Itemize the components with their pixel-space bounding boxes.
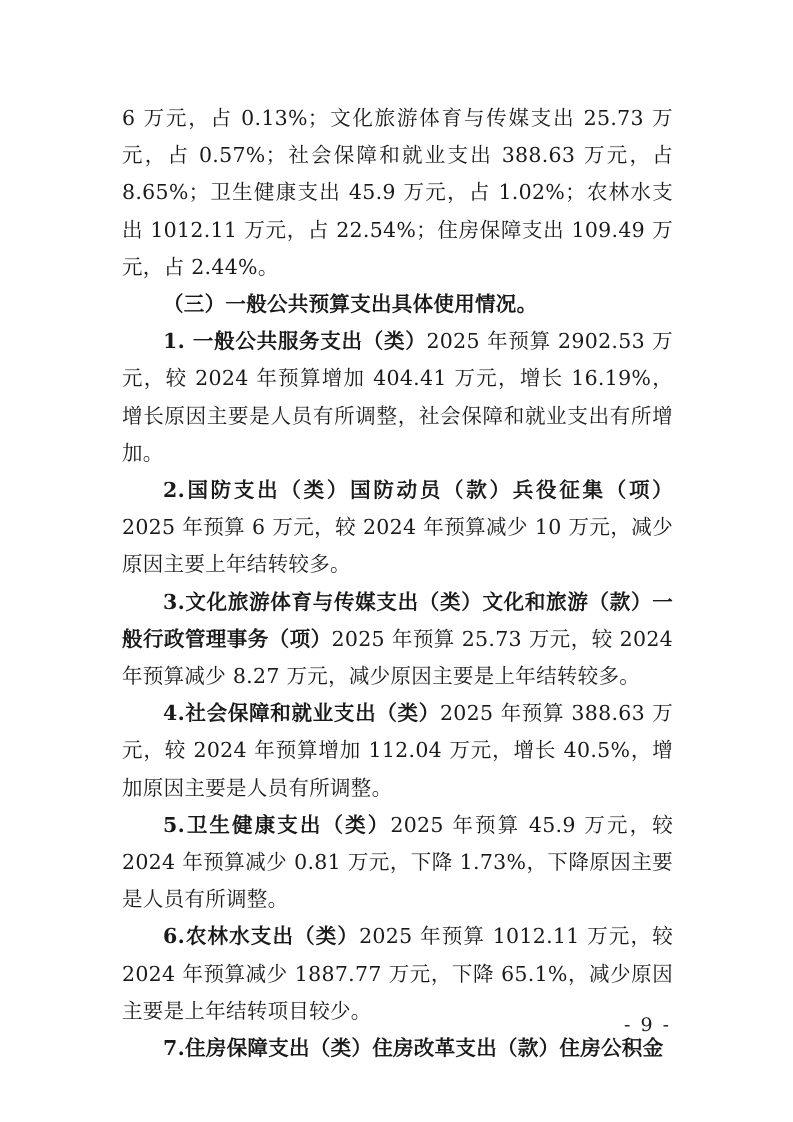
item-body: 2025 年预算 1012.11 万元，较 2024 年预算减少 1887.77 万元，下降 65.1%，减少原因主要是上年结转项目较少。 bbox=[122, 924, 674, 1023]
item-heading: 1. 一般公共服务支出（类） bbox=[163, 329, 427, 354]
section-heading-text: （三）一般公共预算支出具体使用情况。 bbox=[163, 292, 538, 317]
item-body: 2025 年预算 25.73 万元，较 2024 年预算减少 8.27 万元，减少原因主要是上年结转较多。 bbox=[122, 626, 674, 689]
item-heading: 2.国防支出（类）国防动员（款）兵役征集（项） bbox=[163, 478, 673, 503]
item-heading: 7.住房保障支出（类）住房改革支出（款）住房公积金 bbox=[163, 1036, 664, 1061]
item-general-public-services bbox=[122, 323, 673, 472]
item-heading: 3.文化旅游体育与传媒支出（类）文化和旅游（款）一般行政管理事务（项） bbox=[122, 589, 673, 651]
page-body bbox=[122, 100, 673, 1067]
item-heading: 5.卫生健康支出（类） bbox=[163, 812, 391, 837]
item-body: 2025 年预算 45.9 万元，较 2024 年预算减少 0.81 万元，下降 1.73%，下降原因主要是人员有所调整。 bbox=[122, 812, 673, 912]
item-heading: 6.农林水支出（类） bbox=[163, 924, 360, 949]
item-body: 2025 年预算 6 万元，较 2024 年预算减少 10 万元，减少原因主要上年结转较多。 bbox=[122, 515, 673, 577]
item-body: 2025 年预算 2902.53 万元，较 2024 年预算增加 404.41 万元，增长 16.19%，增长原因主要是人员有所调整，社会保障和就业支出有所增加。 bbox=[122, 329, 673, 465]
item-culture-tourism bbox=[122, 584, 673, 696]
item-heading: 4.社会保障和就业支出（类） bbox=[163, 701, 440, 726]
item-agriculture bbox=[122, 918, 673, 1030]
item-housing bbox=[122, 1030, 673, 1067]
section-heading bbox=[122, 286, 673, 323]
item-body: 2025 年预算 388.63 万元，较 2024 年预算增加 112.04 万元，增长 40.5%，增加原因主要是人员有所调整。 bbox=[122, 701, 673, 800]
paragraph-0-text: 6 万元，占 0.13%；文化旅游体育与传媒支出 25.73 万元，占 0.57%；社会保障和就业支出 388.63 万元，占 8.65%；卫生健康支出 45.9 万元，占 1.02%；农林水支出 1012.11 万元，占 22.54%；住房保障支出 109.49 万元，占 2.44%。 bbox=[122, 106, 673, 279]
item-health bbox=[122, 807, 673, 919]
item-social-security bbox=[122, 695, 673, 807]
paragraph-0 bbox=[122, 100, 673, 286]
page-number: - 9 - bbox=[623, 1014, 671, 1036]
item-national-defense bbox=[122, 472, 673, 584]
